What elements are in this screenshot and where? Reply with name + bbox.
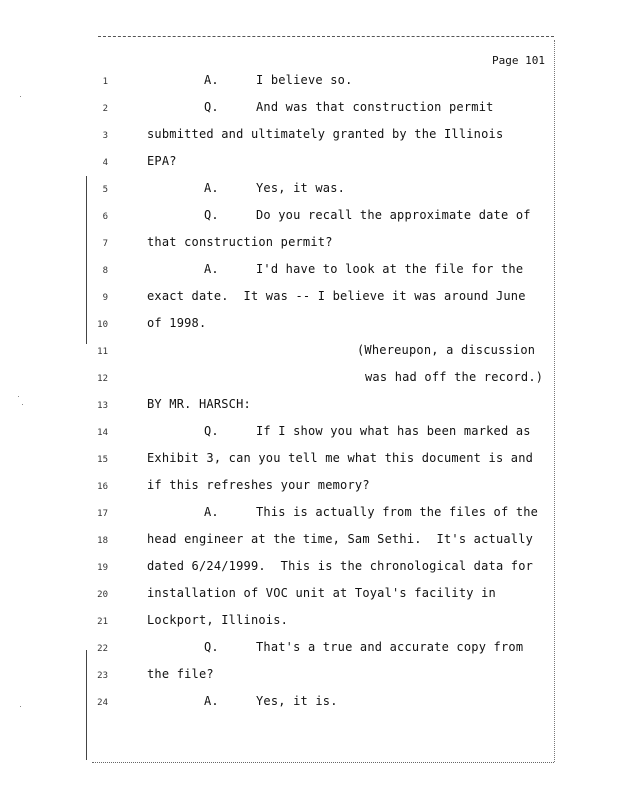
line-number: 22 xyxy=(97,644,108,654)
scan-speck xyxy=(18,396,19,397)
line-number: 19 xyxy=(97,563,108,573)
line-text: exact date. It was -- I believe it was around June xyxy=(147,289,526,303)
top-border-line xyxy=(98,36,554,37)
line-number: 9 xyxy=(102,293,108,303)
line-text: Q. And was that construction permit xyxy=(204,100,494,114)
line-number: 10 xyxy=(97,320,108,330)
scan-speck xyxy=(22,404,23,405)
line-text: Q. That's a true and accurate copy from xyxy=(204,640,524,654)
line-number: 17 xyxy=(97,509,108,519)
line-number: 3 xyxy=(102,131,108,141)
line-number: 8 xyxy=(102,266,108,276)
line-text: EPA? xyxy=(147,154,177,168)
line-text: Exhibit 3, can you tell me what this document is and xyxy=(147,451,534,465)
line-text: A. Yes, it is. xyxy=(204,694,338,708)
line-text: BY MR. HARSCH: xyxy=(147,397,251,411)
line-text: (Whereupon, a discussion xyxy=(357,343,536,357)
line-text: the file? xyxy=(147,667,214,681)
bottom-border-line xyxy=(92,762,554,763)
line-number: 12 xyxy=(97,374,108,384)
page-number: Page 101 xyxy=(492,54,545,67)
line-number: 2 xyxy=(102,104,108,114)
line-number: 23 xyxy=(97,671,108,681)
line-text: submitted and ultimately granted by the Illinois xyxy=(147,127,504,141)
line-number: 18 xyxy=(97,536,108,546)
line-number: 24 xyxy=(97,698,108,708)
scan-speck xyxy=(20,96,21,97)
line-text: was had off the record.) xyxy=(365,370,544,384)
line-number: 14 xyxy=(97,428,108,438)
right-margin-line xyxy=(554,40,555,762)
line-text: installation of VOC unit at Toyal's facility in xyxy=(147,586,496,600)
line-text: Lockport, Illinois. xyxy=(147,613,289,627)
line-text: A. I believe so. xyxy=(204,73,353,87)
line-text: A. I'd have to look at the file for the xyxy=(204,262,524,276)
line-number: 21 xyxy=(97,617,108,627)
line-number: 15 xyxy=(97,455,108,465)
line-text: dated 6/24/1999. This is the chronological data for xyxy=(147,559,534,573)
line-number: 20 xyxy=(97,590,108,600)
line-text: A. Yes, it was. xyxy=(204,181,346,195)
line-text: if this refreshes your memory? xyxy=(147,478,370,492)
line-number: 4 xyxy=(102,158,108,168)
line-number: 16 xyxy=(97,482,108,492)
line-text: Q. If I show you what has been marked as xyxy=(204,424,531,438)
line-number: 13 xyxy=(97,401,108,411)
left-margin-bar xyxy=(86,176,87,344)
line-text: of 1998. xyxy=(147,316,207,330)
line-number: 1 xyxy=(102,77,108,87)
line-number: 5 xyxy=(102,185,108,195)
line-text: Q. Do you recall the approximate date of xyxy=(204,208,531,222)
line-text: A. This is actually from the files of the xyxy=(204,505,539,519)
line-number: 6 xyxy=(102,212,108,222)
line-number: 11 xyxy=(97,347,108,357)
scan-speck xyxy=(20,706,21,707)
line-text: head engineer at the time, Sam Sethi. It's actually xyxy=(147,532,534,546)
line-text: that construction permit? xyxy=(147,235,333,249)
line-number: 7 xyxy=(102,239,108,249)
